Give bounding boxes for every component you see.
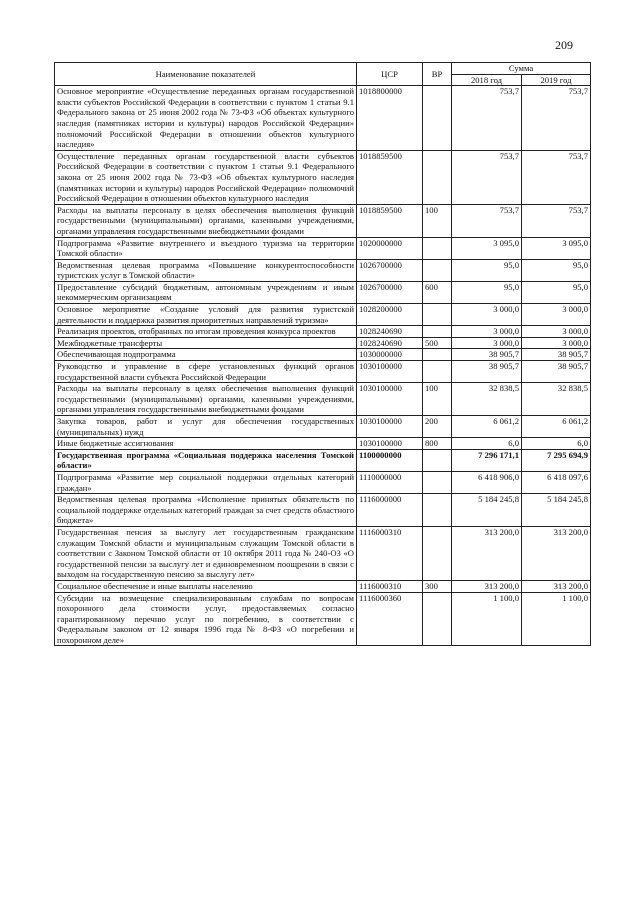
table-row xyxy=(55,361,591,383)
row-sum-2018: 6,0 xyxy=(452,438,522,450)
row-name: Осуществление переданных органам государственной власти субъектов Российской Федерации в соответствии с пунктом 1 статьи 9.1 Федерального закона от 25 июня 2002 года № 73-ФЗ «Об объектах культурного наследия (памятниках истории и культуры) народов Российской Федерации» полномочий Российской Федерации в отношении объектов культурного наследия xyxy=(55,150,357,204)
row-vr xyxy=(423,592,452,646)
table-row xyxy=(55,86,591,151)
table-header-row xyxy=(55,63,591,75)
row-name: Государственная программа «Социальная поддержка населения Томской области» xyxy=(55,449,357,471)
row-vr: 800 xyxy=(423,438,452,450)
table-row xyxy=(55,494,591,527)
row-sum-2019: 3 000,0 xyxy=(522,326,591,338)
row-vr xyxy=(423,471,452,493)
row-name: Основное мероприятие «Осуществление переданных органам государственной власти субъектов Российской Федерации в соответствии с пунктом 1 статьи 9.1 Федерального закона от 25 июня 2002 года № 73-ФЗ «Об объектах культурного наследия (памятниках истории и культуры) народов Российской Федерации» полномочий Российской Федерации в отношении объектов культурного наследия» xyxy=(55,86,357,151)
row-csr: 1026700000 xyxy=(357,259,423,281)
row-csr: 1028240690 xyxy=(357,337,423,349)
row-sum-2019: 3 000,0 xyxy=(522,304,591,326)
row-csr: 1100000000 xyxy=(357,449,423,471)
row-sum-2018: 5 184 245,8 xyxy=(452,494,522,527)
row-vr xyxy=(423,449,452,471)
table-row xyxy=(55,526,591,580)
header-name: Наименование показателей xyxy=(55,63,357,86)
row-sum-2019: 6 418 097,6 xyxy=(522,471,591,493)
row-sum-2019: 6,0 xyxy=(522,438,591,450)
row-sum-2019: 7 295 694,9 xyxy=(522,449,591,471)
row-sum-2018: 313 200,0 xyxy=(452,526,522,580)
row-sum-2018: 6 061,2 xyxy=(452,416,522,438)
row-vr xyxy=(423,494,452,527)
page-number: 209 xyxy=(555,38,573,52)
row-sum-2018: 3 000,0 xyxy=(452,337,522,349)
row-vr: 300 xyxy=(423,580,452,592)
row-sum-2019: 313 200,0 xyxy=(522,580,591,592)
row-sum-2018: 753,7 xyxy=(452,150,522,204)
row-sum-2018: 95,0 xyxy=(452,259,522,281)
table-row xyxy=(55,326,591,338)
row-name: Реализация проектов, отобранных по итогам проведения конкурса проектов xyxy=(55,326,357,338)
header-sum: Сумма xyxy=(452,63,591,75)
row-sum-2019: 753,7 xyxy=(522,86,591,151)
row-sum-2019: 5 184 245,8 xyxy=(522,494,591,527)
row-sum-2019: 753,7 xyxy=(522,204,591,237)
row-sum-2018: 32 838,5 xyxy=(452,383,522,416)
row-sum-2019: 3 095,0 xyxy=(522,237,591,259)
row-name: Основное мероприятие «Создание условий для развития туристской деятельности и поддержка развития приоритетных направлений туризма» xyxy=(55,304,357,326)
row-name: Ведомственная целевая программа «Исполнение принятых обязательств по социальной поддержке отдельных категорий граждан за счет средств областного бюджета» xyxy=(55,494,357,527)
table-row xyxy=(55,580,591,592)
table-row xyxy=(55,383,591,416)
row-csr: 1028240690 xyxy=(357,326,423,338)
row-sum-2019: 95,0 xyxy=(522,259,591,281)
row-sum-2018: 7 296 171,1 xyxy=(452,449,522,471)
row-csr: 1028200000 xyxy=(357,304,423,326)
row-name: Руководство и управление в сфере установленных функций органов государственной власти субъекта Российской Федерации xyxy=(55,361,357,383)
row-csr: 1018859500 xyxy=(357,204,423,237)
row-sum-2019: 38 905,7 xyxy=(522,349,591,361)
header-year-2019: 2019 год xyxy=(522,74,591,86)
row-vr xyxy=(423,349,452,361)
row-csr: 1116000310 xyxy=(357,526,423,580)
row-sum-2019: 1 100,0 xyxy=(522,592,591,646)
table-row xyxy=(55,416,591,438)
header-year-2018: 2018 год xyxy=(452,74,522,86)
row-sum-2018: 3 000,0 xyxy=(452,326,522,338)
row-sum-2019: 3 000,0 xyxy=(522,337,591,349)
header-vr: ВР xyxy=(423,63,452,86)
row-name: Межбюджетные трансферты xyxy=(55,337,357,349)
row-name: Обеспечивающая подпрограмма xyxy=(55,349,357,361)
row-csr: 1020000000 xyxy=(357,237,423,259)
row-sum-2018: 753,7 xyxy=(452,204,522,237)
row-name: Закупка товаров, работ и услуг для обеспечения государственных (муниципальных) нужд xyxy=(55,416,357,438)
row-vr: 100 xyxy=(423,204,452,237)
row-name: Подпрограмма «Развитие внутреннего и въездного туризма на территории Томской области» xyxy=(55,237,357,259)
row-csr: 1110000000 xyxy=(357,471,423,493)
row-vr: 500 xyxy=(423,337,452,349)
row-sum-2019: 313 200,0 xyxy=(522,526,591,580)
table-row xyxy=(55,337,591,349)
row-sum-2018: 3 000,0 xyxy=(452,304,522,326)
row-name: Расходы на выплаты персоналу в целях обеспечения выполнения функций государственными (муниципальными) органами, казенными учреждениями, органами управления государственными внебюджетными фондами xyxy=(55,204,357,237)
row-sum-2018: 6 418 906,0 xyxy=(452,471,522,493)
row-csr: 1030100000 xyxy=(357,383,423,416)
row-name: Субсидии на возмещение специализированным службам по вопросам похоронного дела стоимости услуг, предоставляемых согласно гарантированному перечню услуг по погребению, в соответствии с Федеральным законом от 12 января 1996 года № 8-ФЗ «О погребении и похоронном деле» xyxy=(55,592,357,646)
row-csr: 1018800000 xyxy=(357,86,423,151)
table-row xyxy=(55,304,591,326)
row-vr xyxy=(423,150,452,204)
row-csr: 1030100000 xyxy=(357,361,423,383)
table-body xyxy=(55,86,591,646)
row-csr: 1018859500 xyxy=(357,150,423,204)
row-vr xyxy=(423,86,452,151)
row-vr xyxy=(423,361,452,383)
row-sum-2019: 753,7 xyxy=(522,150,591,204)
table-row xyxy=(55,281,591,303)
row-name: Предоставление субсидий бюджетным, автономным учреждениям и иным некоммерческим организациям xyxy=(55,281,357,303)
row-sum-2019: 32 838,5 xyxy=(522,383,591,416)
row-sum-2018: 1 100,0 xyxy=(452,592,522,646)
row-name: Иные бюджетные ассигнования xyxy=(55,438,357,450)
row-vr: 600 xyxy=(423,281,452,303)
budget-table xyxy=(54,62,591,646)
row-sum-2018: 313 200,0 xyxy=(452,580,522,592)
table-row xyxy=(55,150,591,204)
table-row xyxy=(55,259,591,281)
row-vr xyxy=(423,304,452,326)
row-vr xyxy=(423,259,452,281)
row-sum-2018: 38 905,7 xyxy=(452,349,522,361)
row-vr: 100 xyxy=(423,383,452,416)
row-sum-2018: 753,7 xyxy=(452,86,522,151)
row-csr: 1030000000 xyxy=(357,349,423,361)
table-row xyxy=(55,449,591,471)
row-sum-2019: 6 061,2 xyxy=(522,416,591,438)
row-csr: 1116000310 xyxy=(357,580,423,592)
row-sum-2018: 95,0 xyxy=(452,281,522,303)
table-row xyxy=(55,204,591,237)
row-name: Государственная пенсия за выслугу лет государственным гражданским служащим Томской области и муниципальным служащим Томской области в соответствии с Законом Томской области от 10 октября 2011 года № 240-ОЗ «О государственной пенсии за выслугу лет и единовременном поощрении в связи с выходом на государственную пенсию за выслугу лет» xyxy=(55,526,357,580)
table-row xyxy=(55,237,591,259)
row-name: Расходы на выплаты персоналу в целях обеспечения выполнения функций государственными (муниципальными) органами, казенными учреждениями, органами управления государственными внебюджетными фондами xyxy=(55,383,357,416)
row-csr: 1030100000 xyxy=(357,438,423,450)
row-csr: 1116000360 xyxy=(357,592,423,646)
row-vr: 200 xyxy=(423,416,452,438)
row-sum-2018: 3 095,0 xyxy=(452,237,522,259)
table-row xyxy=(55,592,591,646)
row-name: Социальное обеспечение и иные выплаты населению xyxy=(55,580,357,592)
row-csr: 1116000000 xyxy=(357,494,423,527)
row-vr xyxy=(423,326,452,338)
row-csr: 1030100000 xyxy=(357,416,423,438)
row-name: Ведомственная целевая программа «Повышение конкурентоспособности туристских услуг в Томской области» xyxy=(55,259,357,281)
table-row xyxy=(55,349,591,361)
row-vr xyxy=(423,237,452,259)
header-csr: ЦСР xyxy=(357,63,423,86)
row-vr xyxy=(423,526,452,580)
row-name: Подпрограмма «Развитие мер социальной поддержки отдельных категорий граждан» xyxy=(55,471,357,493)
row-csr: 1026700000 xyxy=(357,281,423,303)
row-sum-2019: 95,0 xyxy=(522,281,591,303)
table-row xyxy=(55,438,591,450)
row-sum-2019: 38 905,7 xyxy=(522,361,591,383)
table-row xyxy=(55,471,591,493)
row-sum-2018: 38 905,7 xyxy=(452,361,522,383)
